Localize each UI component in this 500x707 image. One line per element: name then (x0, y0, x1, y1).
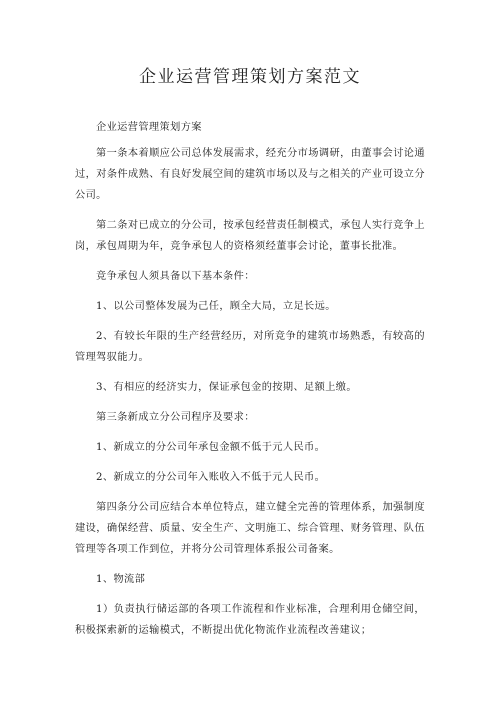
paragraph-logistics-item-1: 1）负责执行储运部的各项工作流程和作业标准，合理利用仓储空间，积极探索新的运输模式，不断提出优化物流作业流程改善建议； (75, 604, 425, 636)
paragraph-article-2: 第二条对已成立的分公司，按承包经营责任制模式，承包人实行竞争上岗，承包周期为年，竞争承包人的资格须经董事会讨论，董事长批准。 (75, 220, 425, 252)
paragraph-article-1: 第一条本着顺应公司总体发展需求，经充分市场调研，由董事会讨论通过，对条件成熟、有良好发展空间的建筑市场以及与之相关的产业可设立分公司。 (75, 148, 425, 201)
document-title: 企业运营管理策划方案范文 (139, 67, 361, 87)
paragraph-condition-3: 3、有相应的经济实力，保证承包金的按期、足额上缴。 (96, 382, 357, 393)
paragraph-conditions-intro: 竞争承包人须具备以下基本条件： (96, 271, 255, 282)
paragraph-condition-2: 2、有较长年限的生产经营经历，对所竞争的建筑市场熟悉，有较高的管理驾驭能力。 (75, 331, 425, 363)
paragraph-requirement-1: 1、新成立的分公司年承包金额不低于元人民币。 (96, 442, 326, 453)
paragraph-condition-1: 1、以公司整体发展为己任，顾全大局，立足长远。 (96, 301, 336, 312)
paragraph-article-4: 第四条分公司应结合本单位特点，建立健全完善的管理体系，加强制度建设，确保经营、质量、安全生产、文明施工、综合管理、财务管理、队伍管理等各项工作到位，并将分公司管理体系报公司备案。 (75, 502, 425, 555)
paragraph-article-3: 第三条新成立分公司程序及要求： (96, 412, 255, 423)
document-body (75, 117, 425, 650)
paragraph-section-logistics: 1、物流部 (96, 574, 146, 585)
paragraph-requirement-2: 2、新成立的分公司年入账收入不低于元人民币。 (96, 472, 326, 483)
paragraph-subtitle: 企业运营管理策划方案 (96, 122, 202, 133)
